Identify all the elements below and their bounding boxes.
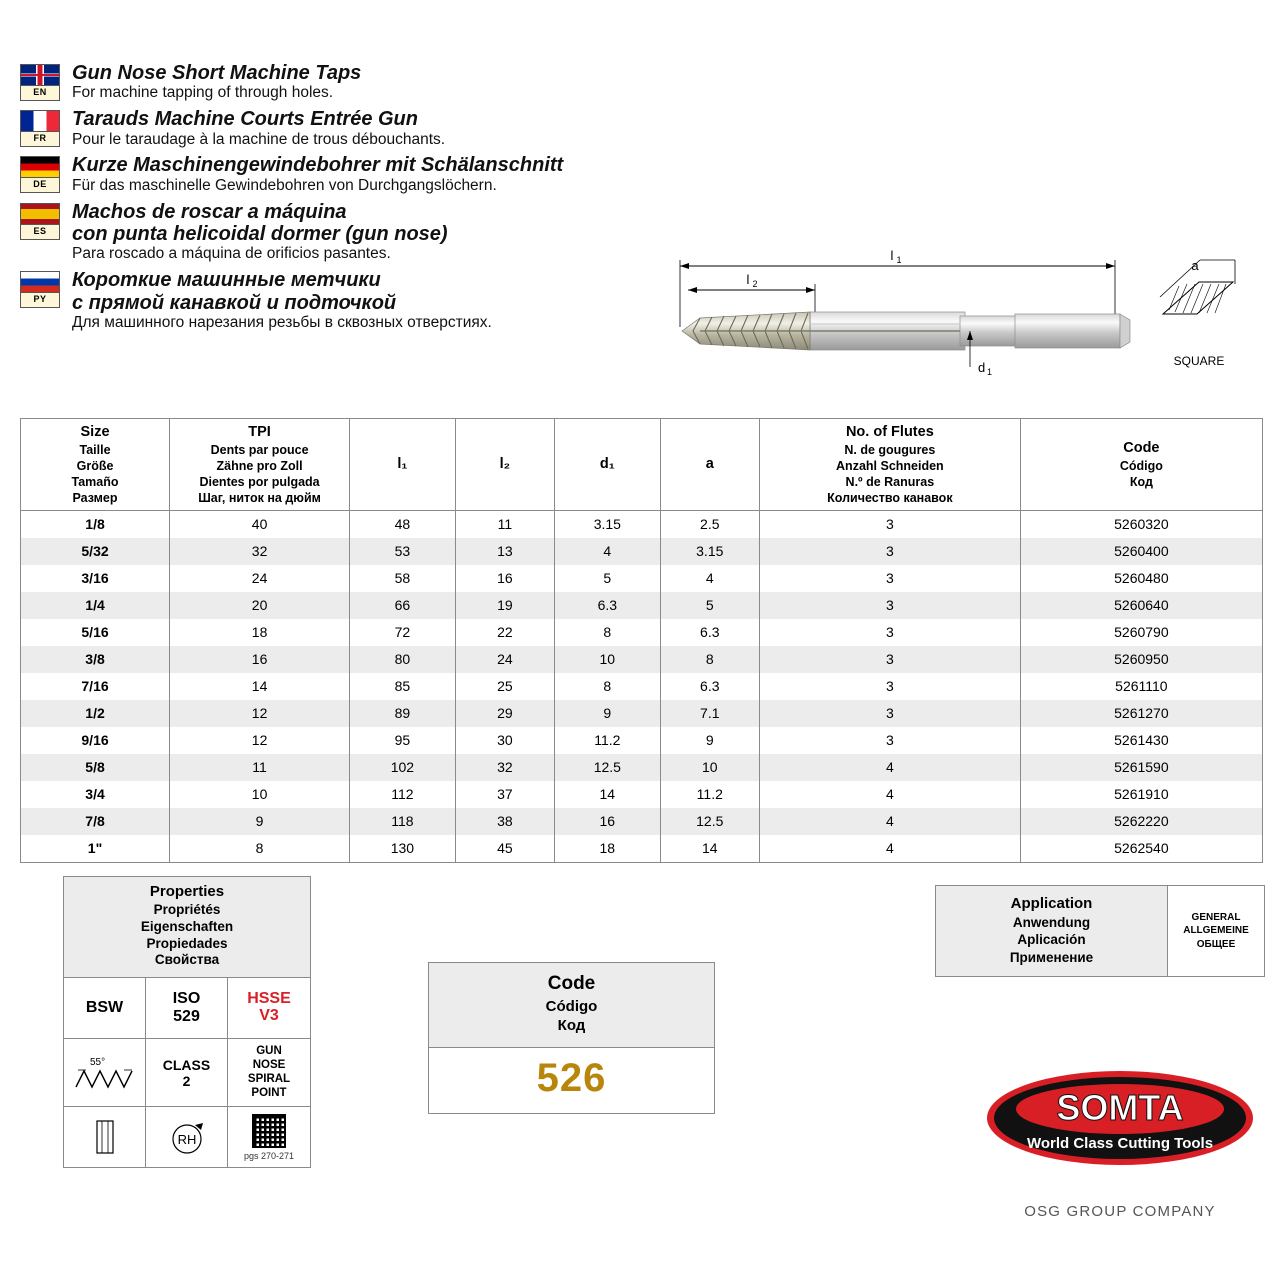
language-text-fr <box>72 108 680 148</box>
property-shank <box>64 1107 146 1167</box>
qr-code-icon[interactable] <box>252 1114 286 1148</box>
cell-flutes: 4 <box>759 808 1020 835</box>
uk-flag-icon <box>20 64 60 86</box>
cell-size: 7/8 <box>21 808 170 835</box>
properties-box <box>63 876 311 1168</box>
somta-logo-icon <box>985 1068 1255 1186</box>
language-text-es <box>72 201 680 264</box>
cell-l1: 72 <box>350 619 456 646</box>
properties-header <box>64 877 310 978</box>
column-header-code-ru: Код <box>1129 474 1153 489</box>
properties-title-fr: Propriétés <box>153 901 221 917</box>
cell-l1: 118 <box>350 808 456 835</box>
product-title-en: Gun Nose Short Machine Taps <box>72 62 362 84</box>
property-material-line2: V3 <box>259 1007 279 1025</box>
france-flag-icon <box>20 110 60 132</box>
language-code-es: ES <box>20 225 60 240</box>
table-row <box>21 781 1263 808</box>
cell-d1: 18 <box>555 835 661 863</box>
property-qr <box>228 1107 310 1167</box>
cell-l2: 22 <box>455 619 554 646</box>
language-row-en <box>20 62 680 102</box>
language-row-es <box>20 201 680 264</box>
table-header-row <box>21 419 1263 511</box>
application-box <box>935 885 1265 977</box>
column-header-tpi <box>170 419 350 511</box>
table-row <box>21 673 1263 700</box>
product-subtitle-es: Para roscado a máquina de orificios pasantes. <box>72 245 391 263</box>
cell-size: 3/8 <box>21 646 170 673</box>
cell-d1: 4 <box>555 538 661 565</box>
cell-a: 2.5 <box>660 510 759 538</box>
cell-a: 9 <box>660 727 759 754</box>
language-row-ru <box>20 269 680 332</box>
product-title-es-line2: con punta helicoidal dormer (gun nose) <box>72 223 448 245</box>
product-title-ru-line1: Короткие машинные метчики <box>72 269 381 292</box>
cell-l2: 37 <box>455 781 554 808</box>
column-header-code-main: Code <box>1123 440 1160 456</box>
language-row-de <box>20 154 680 194</box>
property-iso-line2: 529 <box>173 1008 200 1026</box>
brand-logo-block <box>985 1068 1255 1220</box>
language-code-en: EN <box>20 86 60 101</box>
cell-size: 1" <box>21 835 170 863</box>
table-header <box>21 419 1263 511</box>
table-row <box>21 754 1263 781</box>
table-row <box>21 592 1263 619</box>
cell-code: 5262540 <box>1020 835 1262 863</box>
property-geometry-line3: SPIRAL <box>247 1072 291 1085</box>
table-row <box>21 619 1263 646</box>
cell-code: 5261590 <box>1020 754 1262 781</box>
cell-l1: 95 <box>350 727 456 754</box>
property-geometry <box>228 1039 310 1106</box>
cell-flutes: 3 <box>759 700 1020 727</box>
cell-code: 5260950 <box>1020 646 1262 673</box>
table-body <box>21 510 1263 862</box>
cell-code: 5260640 <box>1020 592 1262 619</box>
cell-d1: 3.15 <box>555 510 661 538</box>
column-header-a <box>660 419 759 511</box>
column-header-size-ru: Размер <box>72 490 118 505</box>
cell-l2: 45 <box>455 835 554 863</box>
property-hand-value: RH <box>177 1132 196 1148</box>
specifications-table <box>20 418 1263 863</box>
cell-code: 5261430 <box>1020 727 1262 754</box>
cell-flutes: 4 <box>759 754 1020 781</box>
cell-l1: 66 <box>350 592 456 619</box>
svg-text:1: 1 <box>896 255 902 265</box>
property-iso <box>146 978 228 1038</box>
properties-row-2 <box>64 1039 310 1107</box>
column-header-size-es: Tamaño <box>71 474 119 489</box>
cell-d1: 10 <box>555 646 661 673</box>
property-geometry-line4: POINT <box>251 1086 287 1099</box>
column-header-l1 <box>350 419 456 511</box>
column-header-d1 <box>555 419 661 511</box>
square-shank-icon <box>90 1117 120 1157</box>
cell-code: 5260320 <box>1020 510 1262 538</box>
properties-row-3 <box>64 1107 310 1167</box>
cell-code: 5262220 <box>1020 808 1262 835</box>
tap-drawing-svg <box>660 232 1260 397</box>
table-row <box>21 646 1263 673</box>
somta-brand-text: SOMTA <box>1056 1087 1184 1128</box>
property-standard <box>64 978 146 1038</box>
column-header-tpi-es: Dientes por pulgada <box>199 474 320 489</box>
cell-l2: 25 <box>455 673 554 700</box>
cell-code: 5260790 <box>1020 619 1262 646</box>
table-row <box>21 700 1263 727</box>
cell-l2: 19 <box>455 592 554 619</box>
cell-flutes: 3 <box>759 727 1020 754</box>
code-box-header <box>429 963 714 1048</box>
code-label-ru: Код <box>557 1017 586 1035</box>
cell-d1: 5 <box>555 565 661 592</box>
cell-a: 3.15 <box>660 538 759 565</box>
svg-text:2: 2 <box>752 279 758 289</box>
product-subtitle-de: Für das maschinelle Gewindebohren von Durchgangslöchern. <box>72 176 497 194</box>
code-box <box>428 962 715 1114</box>
application-badge-line1: GENERAL <box>1191 911 1241 923</box>
cell-a: 10 <box>660 754 759 781</box>
product-title-fr: Tarauds Machine Courts Entrée Gun <box>72 108 418 131</box>
column-header-d1-main: d₁ <box>599 456 615 472</box>
svg-text:l: l <box>746 272 750 287</box>
cell-tpi: 10 <box>170 781 350 808</box>
application-label-es: Aplicación <box>1017 932 1086 948</box>
product-subtitle-fr: Pour le taraudage à la machine de trous débouchants. <box>72 130 446 148</box>
column-header-l2-main: l₂ <box>499 456 511 472</box>
flag-wrap-en <box>20 62 64 101</box>
cell-size: 1/2 <box>21 700 170 727</box>
property-geometry-line2: NOSE <box>252 1059 286 1072</box>
table-row <box>21 808 1263 835</box>
column-header-flutes <box>759 419 1020 511</box>
cell-flutes: 3 <box>759 565 1020 592</box>
code-box-value: 526 <box>536 1055 607 1100</box>
properties-row-1 <box>64 978 310 1039</box>
language-code-de: DE <box>20 178 60 193</box>
cell-size: 5/16 <box>21 619 170 646</box>
cell-l1: 48 <box>350 510 456 538</box>
cell-flutes: 3 <box>759 510 1020 538</box>
technical-drawing <box>660 232 1260 397</box>
property-thread-angle <box>64 1039 146 1106</box>
cell-code: 5261270 <box>1020 700 1262 727</box>
table-row <box>21 835 1263 863</box>
code-label-en: Code <box>547 973 596 994</box>
column-header-size-main: Size <box>80 424 110 440</box>
cell-l2: 11 <box>455 510 554 538</box>
cell-a: 5 <box>660 592 759 619</box>
column-header-flutes-de: Anzahl Schneiden <box>836 458 944 473</box>
column-header-tpi-de: Zähne pro Zoll <box>216 458 303 473</box>
language-row-fr <box>20 108 680 148</box>
language-code-fr: FR <box>20 132 60 147</box>
product-title-ru-line2: с прямой канавкой и подточкой <box>72 291 397 314</box>
spain-flag-icon <box>20 203 60 225</box>
application-badge <box>1168 886 1264 976</box>
cell-d1: 16 <box>555 808 661 835</box>
cell-l1: 112 <box>350 781 456 808</box>
cell-tpi: 20 <box>170 592 350 619</box>
table-row <box>21 538 1263 565</box>
cell-tpi: 12 <box>170 727 350 754</box>
cell-tpi: 18 <box>170 619 350 646</box>
svg-text:l: l <box>890 248 894 263</box>
cell-l2: 24 <box>455 646 554 673</box>
cell-flutes: 3 <box>759 538 1020 565</box>
cell-l1: 85 <box>350 673 456 700</box>
cell-l2: 38 <box>455 808 554 835</box>
osg-group-label: OSG GROUP COMPANY <box>1024 1203 1216 1220</box>
cell-l1: 80 <box>350 646 456 673</box>
cell-code: 5261110 <box>1020 673 1262 700</box>
cell-code: 5260400 <box>1020 538 1262 565</box>
column-header-flutes-es: N.º de Ranuras <box>845 474 935 489</box>
property-material-line1: HSSE <box>247 990 291 1008</box>
cell-a: 7.1 <box>660 700 759 727</box>
flag-wrap-es <box>20 201 64 240</box>
cell-d1: 6.3 <box>555 592 661 619</box>
cell-d1: 8 <box>555 673 661 700</box>
property-material <box>228 978 310 1038</box>
language-header-block <box>20 62 680 338</box>
flag-wrap-fr <box>20 108 64 147</box>
column-header-a-main: a <box>705 456 714 472</box>
column-header-flutes-ru: Количество канавок <box>827 490 953 505</box>
cell-l2: 32 <box>455 754 554 781</box>
cell-l1: 102 <box>350 754 456 781</box>
cell-l2: 13 <box>455 538 554 565</box>
svg-text:SQUARE: SQUARE <box>1173 354 1225 368</box>
language-text-de <box>72 154 680 194</box>
cell-size: 1/4 <box>21 592 170 619</box>
cell-tpi: 14 <box>170 673 350 700</box>
column-header-flutes-main: No. of Flutes <box>845 424 934 440</box>
cell-a: 6.3 <box>660 673 759 700</box>
property-standard-value: BSW <box>85 999 124 1017</box>
cell-flutes: 3 <box>759 619 1020 646</box>
table-row <box>21 510 1263 538</box>
cell-size: 9/16 <box>21 727 170 754</box>
table-row <box>21 727 1263 754</box>
property-class-line2: 2 <box>182 1072 191 1089</box>
cell-a: 4 <box>660 565 759 592</box>
thread-angle-label: 55° <box>89 1056 105 1068</box>
cell-tpi: 11 <box>170 754 350 781</box>
language-code-ru: PY <box>20 293 60 308</box>
column-header-code <box>1020 419 1262 511</box>
russia-flag-icon <box>20 271 60 293</box>
cell-a: 8 <box>660 646 759 673</box>
svg-text:a: a <box>1191 258 1199 273</box>
cell-a: 11.2 <box>660 781 759 808</box>
cell-flutes: 4 <box>759 781 1020 808</box>
cell-d1: 11.2 <box>555 727 661 754</box>
property-class <box>146 1039 228 1106</box>
cell-tpi: 32 <box>170 538 350 565</box>
column-header-size-de: Größe <box>76 458 114 473</box>
cell-l1: 89 <box>350 700 456 727</box>
cell-tpi: 9 <box>170 808 350 835</box>
properties-grid <box>64 978 310 1167</box>
language-text-ru <box>72 269 680 332</box>
cell-l2: 29 <box>455 700 554 727</box>
column-header-l2 <box>455 419 554 511</box>
flag-wrap-de <box>20 154 64 193</box>
cell-flutes: 3 <box>759 592 1020 619</box>
property-geometry-line1: GUN <box>256 1045 282 1058</box>
application-label-ru: Применение <box>1009 949 1094 965</box>
column-header-flutes-fr: N. de gougures <box>844 442 936 457</box>
qr-caption: pgs 270-271 <box>243 1150 295 1161</box>
flag-wrap-ru <box>20 269 64 308</box>
column-header-l1-main: l₁ <box>397 456 408 472</box>
product-subtitle-ru: Для машинного нарезания резьбы в сквозных отверстиях. <box>72 313 492 331</box>
application-labels <box>936 886 1168 976</box>
code-label-es: Código <box>545 997 598 1015</box>
cell-d1: 12.5 <box>555 754 661 781</box>
cell-code: 5260480 <box>1020 565 1262 592</box>
properties-title-de: Eigenschaften <box>140 918 234 934</box>
cell-tpi: 16 <box>170 646 350 673</box>
right-hand-icon <box>161 1117 213 1157</box>
cell-l1: 130 <box>350 835 456 863</box>
cell-size: 3/16 <box>21 565 170 592</box>
cell-a: 6.3 <box>660 619 759 646</box>
cell-flutes: 3 <box>759 646 1020 673</box>
column-header-size-fr: Taille <box>79 442 111 457</box>
properties-title-es: Propiedades <box>146 935 228 951</box>
cell-a: 14 <box>660 835 759 863</box>
application-label-en: Application <box>1010 895 1093 912</box>
table-row <box>21 565 1263 592</box>
column-header-tpi-fr: Dents par pouce <box>210 442 309 457</box>
cell-size: 3/4 <box>21 781 170 808</box>
application-label-de: Anwendung <box>1012 914 1091 930</box>
svg-text:d: d <box>978 360 986 375</box>
column-header-size <box>21 419 170 511</box>
column-header-code-es: Código <box>1119 458 1163 473</box>
cell-tpi: 40 <box>170 510 350 538</box>
germany-flag-icon <box>20 156 60 178</box>
cell-size: 7/16 <box>21 673 170 700</box>
cell-code: 5261910 <box>1020 781 1262 808</box>
thread-angle-icon <box>72 1051 138 1095</box>
cell-d1: 14 <box>555 781 661 808</box>
application-badge-line3: ОБЩЕЕ <box>1196 938 1236 950</box>
column-header-tpi-ru: Шаг, ниток на дюйм <box>198 490 321 505</box>
properties-title-ru: Свойства <box>154 952 220 968</box>
cell-l2: 16 <box>455 565 554 592</box>
language-text-en <box>72 62 680 102</box>
svg-text:1: 1 <box>987 367 993 377</box>
cell-flutes: 4 <box>759 835 1020 863</box>
cell-l1: 53 <box>350 538 456 565</box>
cell-size: 5/32 <box>21 538 170 565</box>
cell-tpi: 24 <box>170 565 350 592</box>
property-class-line1: CLASS <box>162 1056 211 1073</box>
cell-a: 12.5 <box>660 808 759 835</box>
product-title-es-line1: Machos de roscar a máquina <box>72 200 347 223</box>
property-hand <box>146 1107 228 1167</box>
cell-d1: 9 <box>555 700 661 727</box>
cell-l1: 58 <box>350 565 456 592</box>
product-title-de: Kurze Maschinengewindebohrer mit Schälanschnitt <box>72 154 564 177</box>
properties-title-en: Properties <box>149 883 225 900</box>
application-badge-line2: ALLGEMEINE <box>1183 925 1249 937</box>
cell-d1: 8 <box>555 619 661 646</box>
cell-tpi: 8 <box>170 835 350 863</box>
cell-tpi: 12 <box>170 700 350 727</box>
cell-size: 1/8 <box>21 510 170 538</box>
cell-flutes: 3 <box>759 673 1020 700</box>
product-subtitle-en: For machine tapping of through holes. <box>72 84 334 102</box>
column-header-tpi-main: TPI <box>248 424 271 440</box>
cell-size: 5/8 <box>21 754 170 781</box>
property-iso-line1: ISO <box>172 990 201 1008</box>
cell-l2: 30 <box>455 727 554 754</box>
somta-tagline-text: World Class Cutting Tools <box>1026 1135 1214 1152</box>
